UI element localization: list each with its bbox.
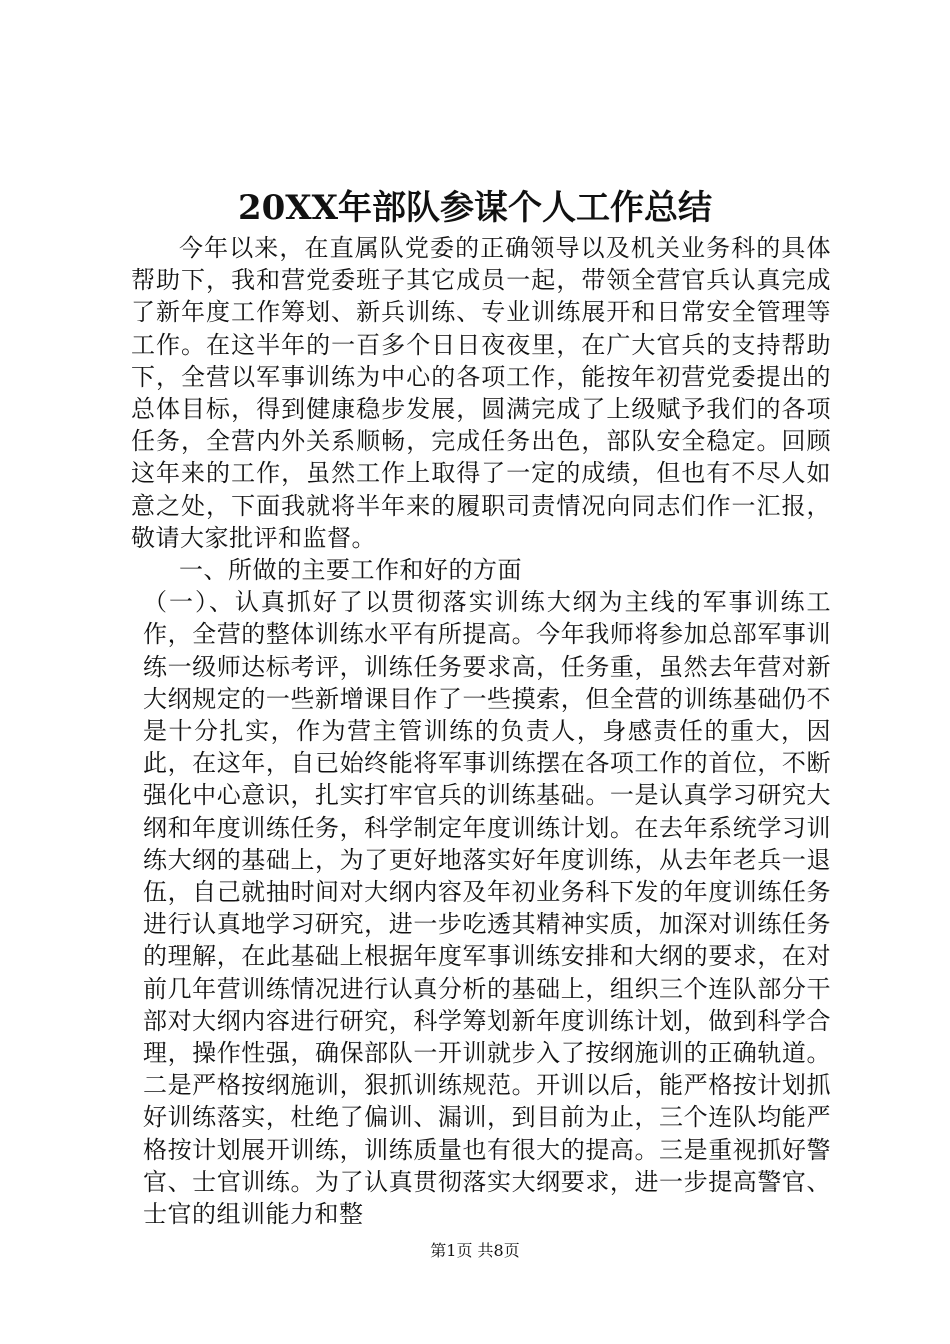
section-heading: 一、所做的主要工作和好的方面 (179, 556, 522, 585)
document-title: 20XX年部队参谋个人工作总结 (237, 188, 713, 228)
document-body (131, 232, 831, 1230)
page-number-label: 第1页 共8页 (430, 1241, 520, 1260)
subsection-paragraph: （一）、认真抓好了以贯彻落实训练大纲为主线的军事训练工作，全营的整体训练水平有所提高。今年我师将参加总部军事训练一级师达标考评，训练任务要求高，任务重，虽然去年营对新大纲规定的一些新增课目作了一些摸索，但全营的训练基础仍不是十分扎实，作为营主管训练的负责人，身感责任的重大，因此，在这年，自已始终能将军事训练摆在各项工作的首位，不断强化中心意识，扎实打牢官兵的训练基础。一是认真学习研究大纲和年度训练任务，科学制定年度训练计划。在去年系统学习训练大纲的基础上，为了更好地落实好年度训练，从去年老兵一退伍，自己就抽时间对大纲内容及年初业务科下发的年度训练任务进行认真地学习研究，进一步吃透其精神实质，加深对训练任务的理解，在此基础上根据年度军事训练安排和大纲的要求，在对前几年营训练情况进行认真分析的基础上，组织三个连队部分干部对大纲内容进行研究，科学筹划新年度训练计划，做到科学合理，操作性强，确保部队一开训就步入了按纲施训的正确轨道。二是严格按纲施训，狠抓训练规范。开训以后，能严格按计划抓好训练落实，杜绝了偏训、漏训，到目前为止，三个连队均能严格按计划展开训练，训练质量也有很大的提高。三是重视抓好警官、士官训练。为了认真贯彻落实大纲要求，进一步提高警官、士官的组训能力和整 (143, 588, 831, 1229)
intro-paragraph: 今年以来，在直属队党委的正确领导以及机关业务科的具体帮助下，我和营党委班子其它成员一起，带领全营官兵认真完成了新年度工作筹划、新兵训练、专业训练展开和日常安全管理等工作。在这半年的一百多个日日夜夜里，在广大官兵的支持帮助下，全营以军事训练为中心的各项工作，能按年初营党委提出的总体目标，得到健康稳步发展，圆满完成了上级赋予我们的各项任务，全营内外关系顺畅，完成任务出色，部队安全稳定。回顾这年来的工作，虽然工作上取得了一定的成绩，但也有不尽人如意之处，下面我就将半年来的履职司责情况向同志们作一汇报，敬请大家批评和监督。 (131, 234, 831, 552)
page-footer (0, 1240, 950, 1262)
